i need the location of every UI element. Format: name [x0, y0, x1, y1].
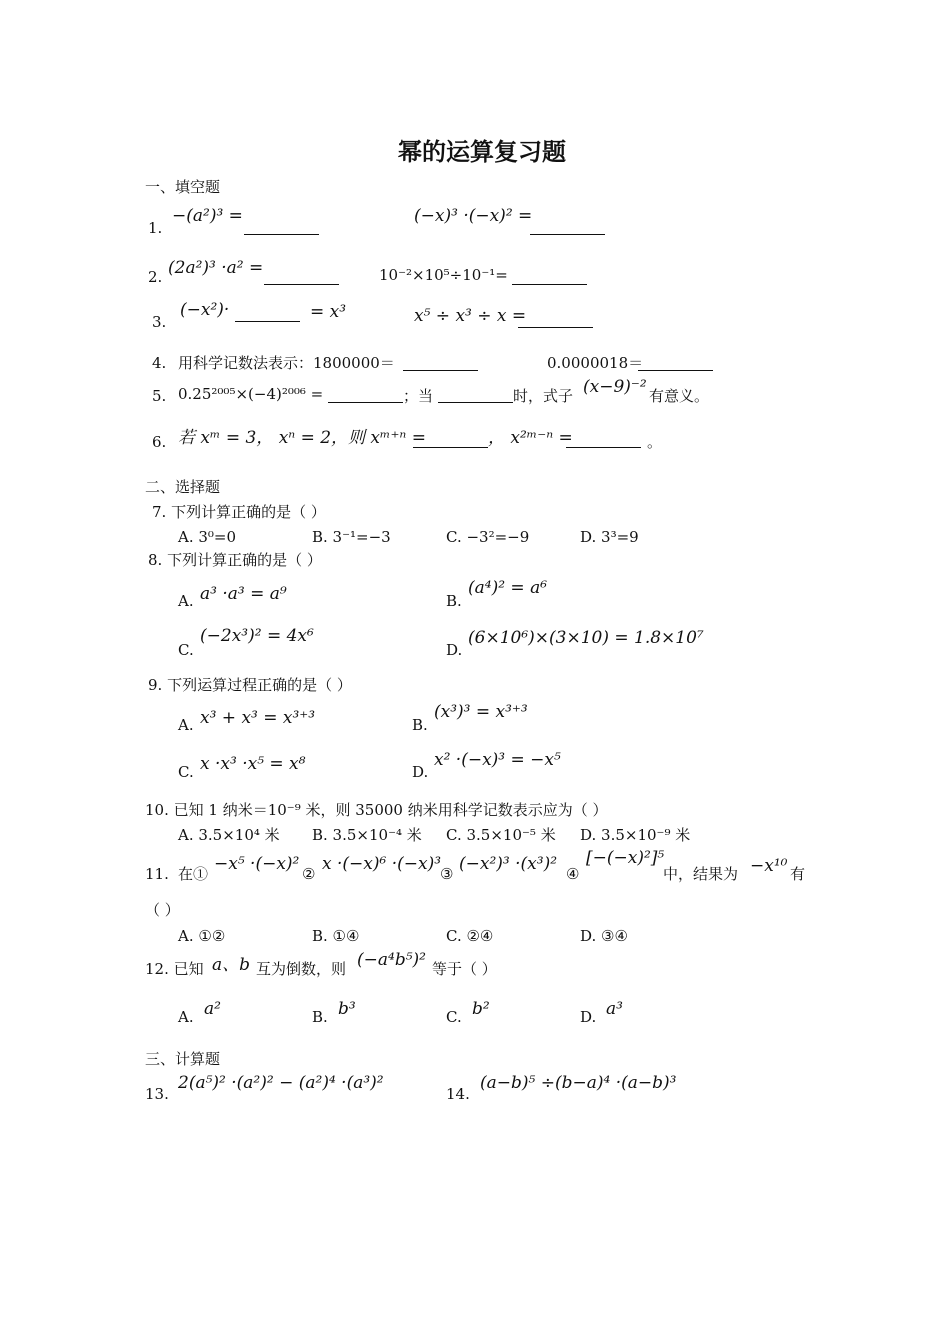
q11-text-a: 在①	[178, 865, 209, 883]
q12-stem-a: 12. 已知	[145, 960, 204, 978]
q3-blank-a	[235, 309, 300, 322]
q12-option-d[interactable]: D.	[580, 1008, 597, 1026]
q4-blank-b	[638, 358, 713, 371]
q11-expr-5: −x¹⁰	[750, 856, 788, 876]
q3-number: 3.	[152, 313, 167, 331]
q9-option-c[interactable]: C.	[178, 763, 194, 781]
q11-text-f: 有	[790, 865, 806, 883]
q13-number: 13.	[145, 1085, 169, 1103]
q8-option-c-expr: (−2x³)² = 4x⁶	[200, 626, 314, 646]
q12-option-b[interactable]: B.	[312, 1008, 328, 1026]
q14-number: 14.	[446, 1085, 470, 1103]
q11-expr-3: (−x²)³ ·(x³)²	[459, 854, 558, 874]
q1-expr-a: −(a²)³ =	[172, 206, 243, 226]
q12-ab: a、b	[212, 955, 251, 975]
q5-number: 5.	[152, 387, 167, 405]
q6-expr-b: ， x²ᵐ⁻ⁿ =	[488, 428, 573, 448]
q11-option-c[interactable]: C. ②④	[446, 927, 494, 945]
q11-circle-4: ④	[566, 865, 580, 883]
section-heading-calc: 三、计算题	[145, 1050, 221, 1068]
q13-expr: 2(a⁵)² ·(a²)² − (a²)⁴ ·(a³)²	[178, 1073, 384, 1093]
q11-option-a[interactable]: A. ①②	[178, 927, 226, 945]
q2-blank-a	[264, 272, 339, 285]
q5-expr-d: (x−9)⁻²	[583, 377, 647, 397]
q3-expr-b: x⁵ ÷ x³ ÷ x =	[414, 306, 527, 326]
q3-expr-a2: = x³	[310, 302, 347, 322]
q10-option-d[interactable]: D. 3.5×10⁻⁹ 米	[580, 826, 691, 844]
q9-option-b-expr: (x³)³ = x³⁺³	[434, 702, 528, 722]
q10-option-a[interactable]: A. 3.5×10⁴ 米	[178, 826, 280, 844]
q3-blank-b	[518, 315, 593, 328]
q11-option-b[interactable]: B. ①④	[312, 927, 360, 945]
q7-option-a[interactable]: A. 3⁰=0	[178, 528, 237, 546]
q11-expr-2: x ·(−x)⁶ ·(−x)³	[322, 854, 442, 874]
q5-expr-a: 0.25²⁰⁰⁵×(−4)²⁰⁰⁶ =	[178, 385, 324, 403]
q7-option-c[interactable]: C. −3²=−9	[446, 528, 530, 546]
q5-text-b: ；当	[403, 387, 434, 405]
q9-stem: 9. 下列运算过程正确的是（ ）	[148, 676, 352, 694]
q3-expr-a1: (−x²)·	[180, 300, 230, 320]
q5-text-e: 有意义。	[649, 387, 710, 405]
q12-option-a-expr: a²	[204, 999, 221, 1019]
q12-expr: (−a⁴b⁵)²	[357, 950, 426, 970]
q7-stem: 7. 下列计算正确的是（ ）	[152, 503, 326, 521]
q7-option-b[interactable]: B. 3⁻¹=−3	[312, 528, 391, 546]
q11-option-d[interactable]: D. ③④	[580, 927, 628, 945]
q7-option-d[interactable]: D. 3³=9	[580, 528, 639, 546]
q11-number: 11.	[145, 865, 169, 883]
q12-option-c[interactable]: C.	[446, 1008, 462, 1026]
q12-option-b-expr: b³	[338, 999, 356, 1019]
q8-option-a-expr: a³ ·a³ = a⁹	[200, 584, 287, 604]
q9-option-d[interactable]: D.	[412, 763, 429, 781]
q4-number: 4.	[152, 354, 167, 372]
q8-option-d[interactable]: D.	[446, 641, 463, 659]
q2-expr-a: (2a²)³ ·a² =	[168, 258, 264, 278]
q9-option-a[interactable]: A.	[178, 716, 194, 734]
q8-option-b[interactable]: B.	[446, 592, 462, 610]
q2-expr-b: 10⁻²×10⁵÷10⁻¹=	[379, 266, 508, 284]
q5-blank-b	[438, 390, 513, 403]
q6-number: 6.	[152, 433, 167, 451]
q8-stem: 8. 下列计算正确的是（ ）	[148, 551, 322, 569]
q4-blank-a	[403, 358, 478, 371]
q2-number: 2.	[148, 268, 163, 286]
q12-stem-c: 等于（ ）	[432, 960, 497, 978]
q12-option-a[interactable]: A.	[178, 1008, 194, 1026]
q14-expr: (a−b)⁵ ÷(b−a)⁴ ·(a−b)³	[480, 1073, 677, 1093]
q11-answer-paren: （ ）	[145, 901, 180, 919]
q6-blank-b	[566, 435, 641, 448]
q6-text-c: 。	[647, 433, 663, 451]
q10-option-b[interactable]: B. 3.5×10⁻⁴ 米	[312, 826, 422, 844]
q1-blank-a	[244, 222, 319, 235]
q5-text-c: 时，式子	[513, 387, 574, 405]
q10-stem: 10. 已知 1 纳米＝10⁻⁹ 米，则 35000 纳米用科学记数表示应为（ ）	[145, 801, 608, 819]
section-heading-fill: 一、填空题	[145, 178, 221, 196]
q9-option-b[interactable]: B.	[412, 716, 428, 734]
q6-blank-a	[413, 435, 488, 448]
q2-blank-b	[512, 272, 587, 285]
q8-option-a[interactable]: A.	[178, 592, 194, 610]
q9-option-d-expr: x² ·(−x)³ = −x⁵	[434, 750, 561, 770]
q8-option-b-expr: (a⁴)² = a⁶	[468, 578, 548, 598]
q12-option-c-expr: b²	[472, 999, 490, 1019]
q1-blank-b	[530, 222, 605, 235]
q10-option-c[interactable]: C. 3.5×10⁻⁵ 米	[446, 826, 556, 844]
q6-expr-a: 若 xᵐ = 3， xⁿ = 2，则 xᵐ⁺ⁿ =	[178, 428, 426, 448]
section-heading-choice: 二、选择题	[145, 478, 221, 496]
q4-text-b: 0.0000018＝	[547, 354, 644, 372]
q11-expr-4: [−(−x)²]⁵	[586, 848, 665, 868]
q11-text-e: 中，结果为	[663, 865, 739, 883]
q4-text-a: 用科学记数法表示：1800000＝	[178, 354, 395, 372]
q11-circle-3: ③	[440, 865, 454, 883]
q1-number: 1.	[148, 219, 163, 237]
page-title: 幂的运算复习题	[398, 138, 566, 166]
q9-option-c-expr: x ·x³ ·x⁵ = x⁸	[200, 754, 306, 774]
q8-option-d-expr: (6×10⁶)×(3×10) = 1.8×10⁷	[468, 628, 704, 648]
q1-expr-b: (−x)³ ·(−x)² =	[414, 206, 533, 226]
q12-stem-b: 互为倒数，则	[256, 960, 347, 978]
q12-option-d-expr: a³	[606, 999, 623, 1019]
q8-option-c[interactable]: C.	[178, 641, 194, 659]
q9-option-a-expr: x³ + x³ = x³⁺³	[200, 708, 316, 728]
q5-blank-a	[328, 390, 403, 403]
q11-circle-2: ②	[302, 865, 316, 883]
q11-expr-1: −x⁵ ·(−x)²	[214, 854, 300, 874]
